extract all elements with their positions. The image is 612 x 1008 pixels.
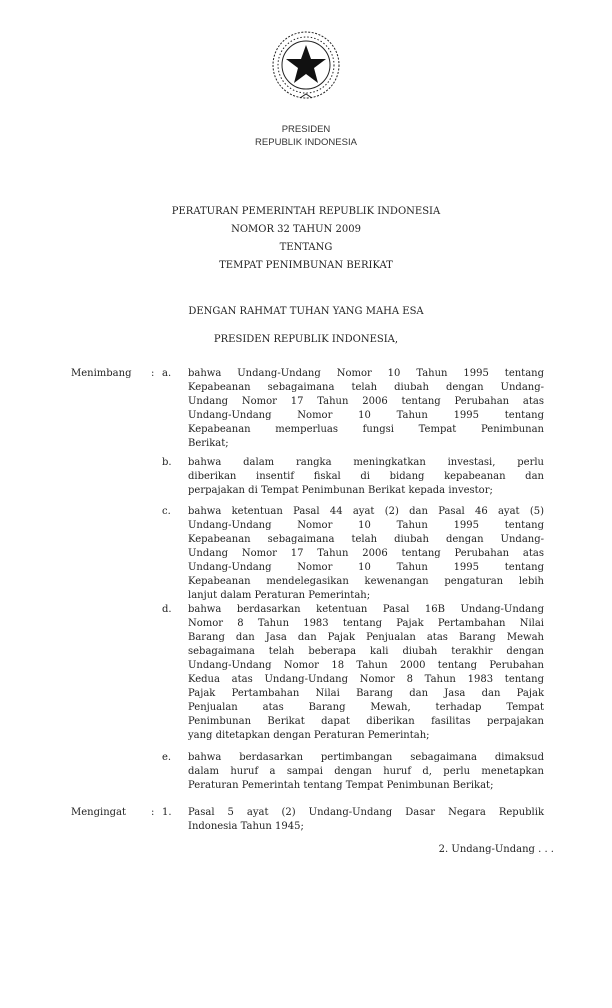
- menimbang-item-text: [188, 456, 544, 498]
- preamble-line-1: DENGAN RAHMAT TUHAN YANG MAHA ESA: [188, 306, 424, 317]
- mengingat-item-marker: 1.: [162, 807, 172, 818]
- menimbang-label: Menimbang: [71, 368, 132, 379]
- text-line: Pasal 5 ayat (2) Undang-Undang Dasar Negara Republik: [188, 807, 544, 818]
- menimbang-item-marker: b.: [162, 457, 172, 468]
- letterhead-republik: REPUBLIK INDONESIA: [255, 137, 357, 148]
- text-line: sebagaimana telah beberapa kali diubah terakhir dengan: [188, 646, 544, 657]
- text-line: Undang-Undang Nomor 10 Tahun 1995 tentang: [188, 562, 544, 573]
- text-line: Undang Nomor 17 Tahun 2006 tentang Perubahan atas: [188, 548, 544, 559]
- menimbang-colon: :: [151, 368, 155, 379]
- text-line: Kepabeanan sebagaimana telah diubah dengan Undang-: [188, 534, 544, 545]
- text-line: lanjut dalam Peraturan Pemerintah;: [188, 590, 371, 601]
- text-line: Kepabeanan mendelegasikan kewenangan pengaturan lebih: [188, 576, 544, 587]
- text-line: yang ditetapkan dengan Peraturan Pemerintah;: [188, 730, 430, 741]
- text-line: bahwa berdasarkan ketentuan Pasal 16B Undang-Undang: [188, 604, 544, 615]
- menimbang-item-text: [188, 505, 544, 603]
- text-line: Penjualan atas Barang Mewah, terhadap Tempat: [188, 702, 544, 713]
- letterhead-presiden: PRESIDEN: [281, 124, 331, 135]
- text-line: dalam huruf a sampai dengan huruf d, perlu menetapkan: [188, 766, 544, 777]
- text-line: bahwa Undang-Undang Nomor 10 Tahun 1995 tentang: [188, 368, 544, 379]
- text-line: Penimbunan Berikat dapat diberikan fasilitas perpajakan: [188, 716, 544, 727]
- text-line: Nomor 8 Tahun 1983 tentang Pajak Pertambahan Nilai: [188, 618, 544, 629]
- title-tentang: TENTANG: [279, 242, 333, 253]
- menimbang-item-text: [188, 603, 544, 743]
- menimbang-item-text: [188, 367, 544, 451]
- text-line: bahwa dalam rangka meningkatkan investasi, perlu: [188, 457, 544, 468]
- text-line: Kepabeanan memperluas fungsi Tempat Penimbunan: [188, 424, 544, 435]
- title-regulation: PERATURAN PEMERINTAH REPUBLIK INDONESIA: [171, 206, 441, 217]
- preamble-line-2: PRESIDEN REPUBLIK INDONESIA,: [213, 334, 399, 345]
- menimbang-item-marker: a.: [162, 368, 172, 379]
- letterhead: [0, 123, 612, 149]
- menimbang-item-marker: c.: [162, 506, 171, 517]
- text-line: Undang-Undang Nomor 10 Tahun 1995 tentang: [188, 520, 544, 531]
- garuda-presidential-emblem: [268, 28, 344, 104]
- menimbang-item-marker: e.: [162, 752, 172, 763]
- text-line: Peraturan Pemerintah tentang Tempat Penimbunan Berikat;: [188, 780, 494, 791]
- menimbang-item-marker: d.: [162, 604, 172, 615]
- title-number: NOMOR 32 TAHUN 2009: [231, 224, 361, 235]
- text-line: bahwa berdasarkan pertimbangan sebagaimana dimaksud: [188, 752, 544, 763]
- text-line: Indonesia Tahun 1945;: [188, 821, 304, 832]
- mengingat-label: Mengingat: [71, 807, 127, 818]
- text-line: bahwa ketentuan Pasal 44 ayat (2) dan Pasal 46 ayat (5): [188, 506, 544, 517]
- mengingat-colon: :: [151, 807, 155, 818]
- text-line: perpajakan di Tempat Penimbunan Berikat kepada investor;: [188, 485, 493, 496]
- text-line: Undang-Undang Nomor 10 Tahun 1995 tentang: [188, 410, 544, 421]
- title-subject: TEMPAT PENIMBUNAN BERIKAT: [219, 260, 393, 271]
- mengingat-item-text: [188, 806, 544, 834]
- text-line: diberikan insentif fiskal di bidang kepabeanan dan: [188, 471, 544, 482]
- text-line: Barang dan Jasa dan Pajak Penjualan atas Barang Mewah: [188, 632, 544, 643]
- document-title: [0, 203, 612, 275]
- text-line: Kepabeanan sebagaimana telah diubah dengan Undang-: [188, 382, 544, 393]
- text-line: Pajak Pertambahan Nilai Barang dan Jasa dan Pajak: [188, 688, 544, 699]
- text-line: Undang Nomor 17 Tahun 2006 tentang Perubahan atas: [188, 396, 544, 407]
- text-line: Undang-Undang Nomor 18 Tahun 2000 tentang Perubahan: [188, 660, 544, 671]
- page-continuation: 2. Undang-Undang . . .: [438, 844, 554, 855]
- text-line: Berikat;: [188, 438, 229, 449]
- menimbang-item-text: [188, 751, 544, 793]
- text-line: Kedua atas Undang-Undang Nomor 8 Tahun 1983 tentang: [188, 674, 544, 685]
